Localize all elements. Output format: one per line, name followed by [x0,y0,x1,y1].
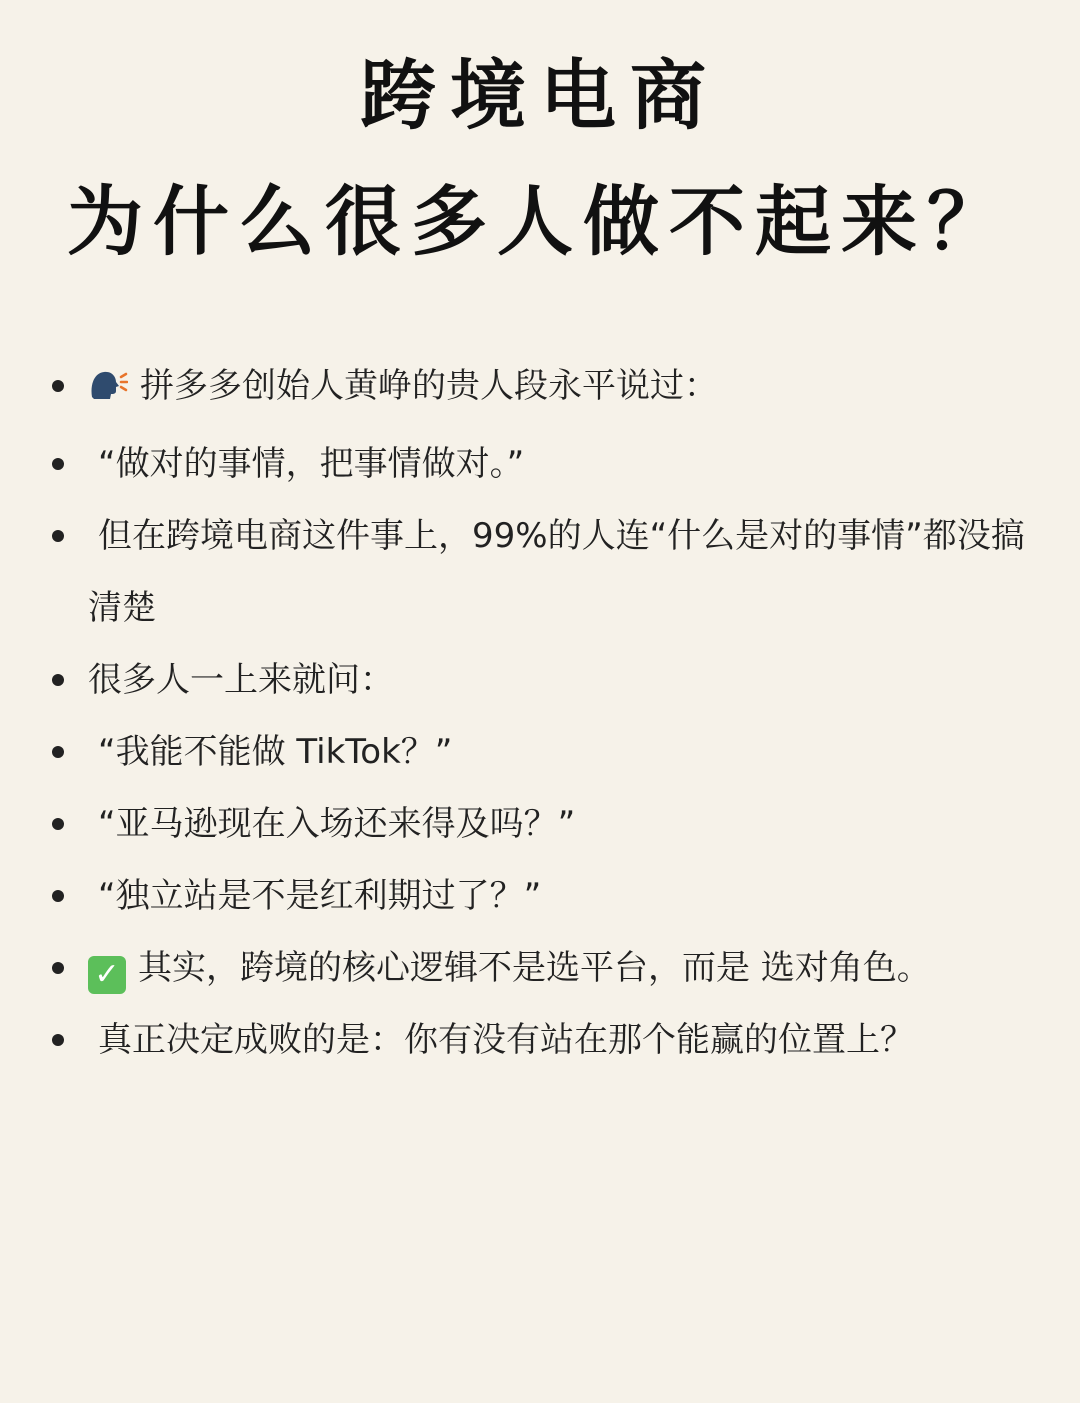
bullet-dot [52,530,64,542]
speaking-head-icon [88,356,128,428]
bullet-item-3 [40,500,1050,644]
bullet-dot [52,1034,64,1046]
bullet-item-7 [40,860,1050,932]
bullet-text: “我能不能做 TikTok？” [98,732,453,772]
bullet-item-9 [40,1004,1050,1076]
bullet-text: 真正决定成败的是：你有没有站在那个能赢的位置上？ [98,1020,914,1060]
bullet-text: 很多人一上来就问： [88,660,394,700]
bullet-item-5 [40,716,1050,788]
bullet-dot [52,674,64,686]
title-block [0,40,1080,266]
bullet-dot [52,746,64,758]
bullet-item-8 [40,932,1050,1004]
bullet-item-2 [40,428,1050,500]
bullet-item-1 [40,350,1050,428]
bullet-dot [52,458,64,470]
title-line-1: 跨境电商 [360,51,720,140]
check-mark-icon: ✓ [88,956,126,994]
bullet-text: “做对的事情，把事情做对。” [98,444,525,484]
bullet-text: 其实，跨境的核心逻辑不是选平台，而是 选对角色。 [138,948,931,988]
bullet-text: “独立站是不是红利期过了？” [98,876,542,916]
bullet-text: 拼多多创始人黄峥的贵人段永平说过： [140,366,718,406]
bullet-text: 但在跨境电商这件事上，99%的人连“什么是对的事情”都没搞清楚 [88,516,1025,628]
bullet-dot [52,818,64,830]
bullet-item-6 [40,788,1050,860]
bullet-dot [52,962,64,974]
bullet-item-4 [40,644,1050,716]
title-line-2: 为什么很多人做不起来？ [67,177,1013,266]
bullet-text: “亚马逊现在入场还来得及吗？” [98,804,576,844]
bullet-list [40,350,1050,1076]
bullet-dot [52,380,64,392]
bullet-dot [52,890,64,902]
